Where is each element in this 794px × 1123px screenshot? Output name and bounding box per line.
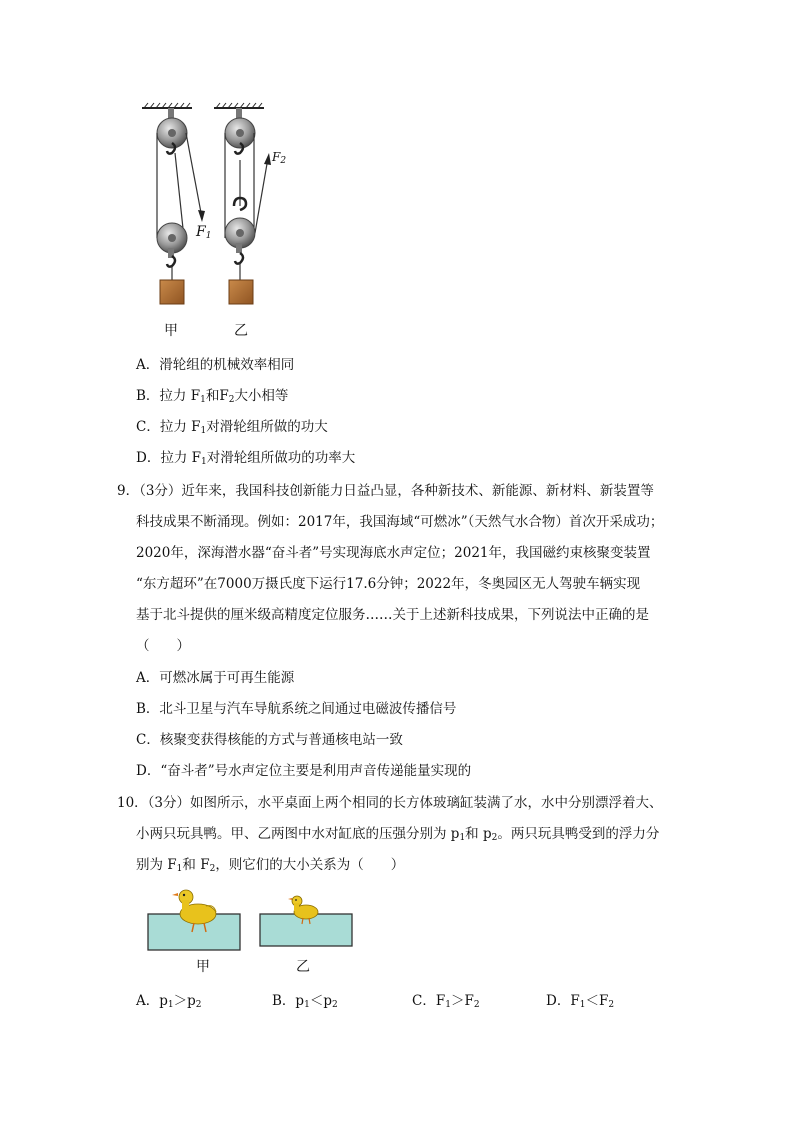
q9-option-b: B．北斗卫星与汽车导航系统之间通过电磁波传播信号 [136,701,457,717]
fig-label-yi: 乙 [234,323,248,339]
q10-fig-label-yi: 乙 [296,959,310,975]
tank-yi [260,896,352,946]
q10-fig-label-jia: 甲 [196,959,210,975]
pulley-system-jia [157,108,205,304]
fig-label-jia: 甲 [164,323,178,339]
ceiling-right [214,103,264,108]
pulley-figure [130,98,290,313]
q9-option-d: D．“奋斗者”号水声定位主要是利用声音传递能量实现的 [136,763,472,779]
tank-jia [148,890,240,950]
q10-option-a: A．$p_1>p_2$ [136,993,202,1010]
duck-tank-figure [146,880,366,952]
q9-stem-line-1: 9．（3分）近年来，我国科技创新能力日益凸显，各种新技术、新能源、新材料、新装置等 [117,483,654,499]
q10-stem-line-3: 别为 $F_1$和 $F_2$，则它们的大小关系为（ ） [136,857,405,874]
q9-stem-line-2: 科技成果不断涌现。例如：2017年，我国海域“可燃冰”（天然气水合物）首次开采成功； [136,514,664,530]
q10-stem-line-1: 10．（3分）如图所示，水平桌面上两个相同的长方体玻璃缸装满了水，水中分别漂浮着大、 [117,795,663,811]
q10-stem-line-2: 小两只玩具鸭。甲、乙两图中水对缸底的压强分别为 $p_1$和 $p_2$。两只玩具鸭受到的浮力分 [136,826,660,843]
q10-option-d: D．$F_1<F_2$ [546,993,615,1010]
q8-option-d: D．拉力 $F_1$对滑轮组所做功的功率大 [136,450,356,467]
q8-option-a: A．滑轮组的机械效率相同 [136,357,295,373]
q9-option-c: C．核聚变获得核能的方式与普通核电站一致 [136,732,403,748]
q9-stem-line-3: 2020年，深海潜水器“奋斗者”号实现海底水声定位；2021年，我国磁约束核聚变装置 [136,545,651,561]
q9-option-a: A．可燃冰属于可再生能源 [136,670,295,686]
force-label-f2: $F_2$ [272,150,287,166]
q10-option-c: C．$F_1>F_2$ [412,993,480,1010]
q9-stem-line-5: 基于北斗提供的厘米级高精度定位服务……关于上述新科技成果，下列说法中正确的是 [136,607,649,623]
q8-option-b: B．拉力 $F_1$和$F_2$大小相等 [136,388,289,405]
q10-option-b: B．$p_1<p_2$ [272,993,338,1010]
force-label-f1: $F_1$ [196,224,212,241]
q9-stem-line-6: （ ） [136,638,190,654]
q8-option-c: C．拉力 $F_1$对滑轮组所做的功大 [136,419,328,436]
q9-stem-line-4: “东方超环”在7000万摄氏度下运行17.6分钟；2022年，冬奥园区无人驾驶车辆实现 [136,576,641,592]
ceiling-left [142,103,192,108]
pulley-system-yi [225,108,271,304]
